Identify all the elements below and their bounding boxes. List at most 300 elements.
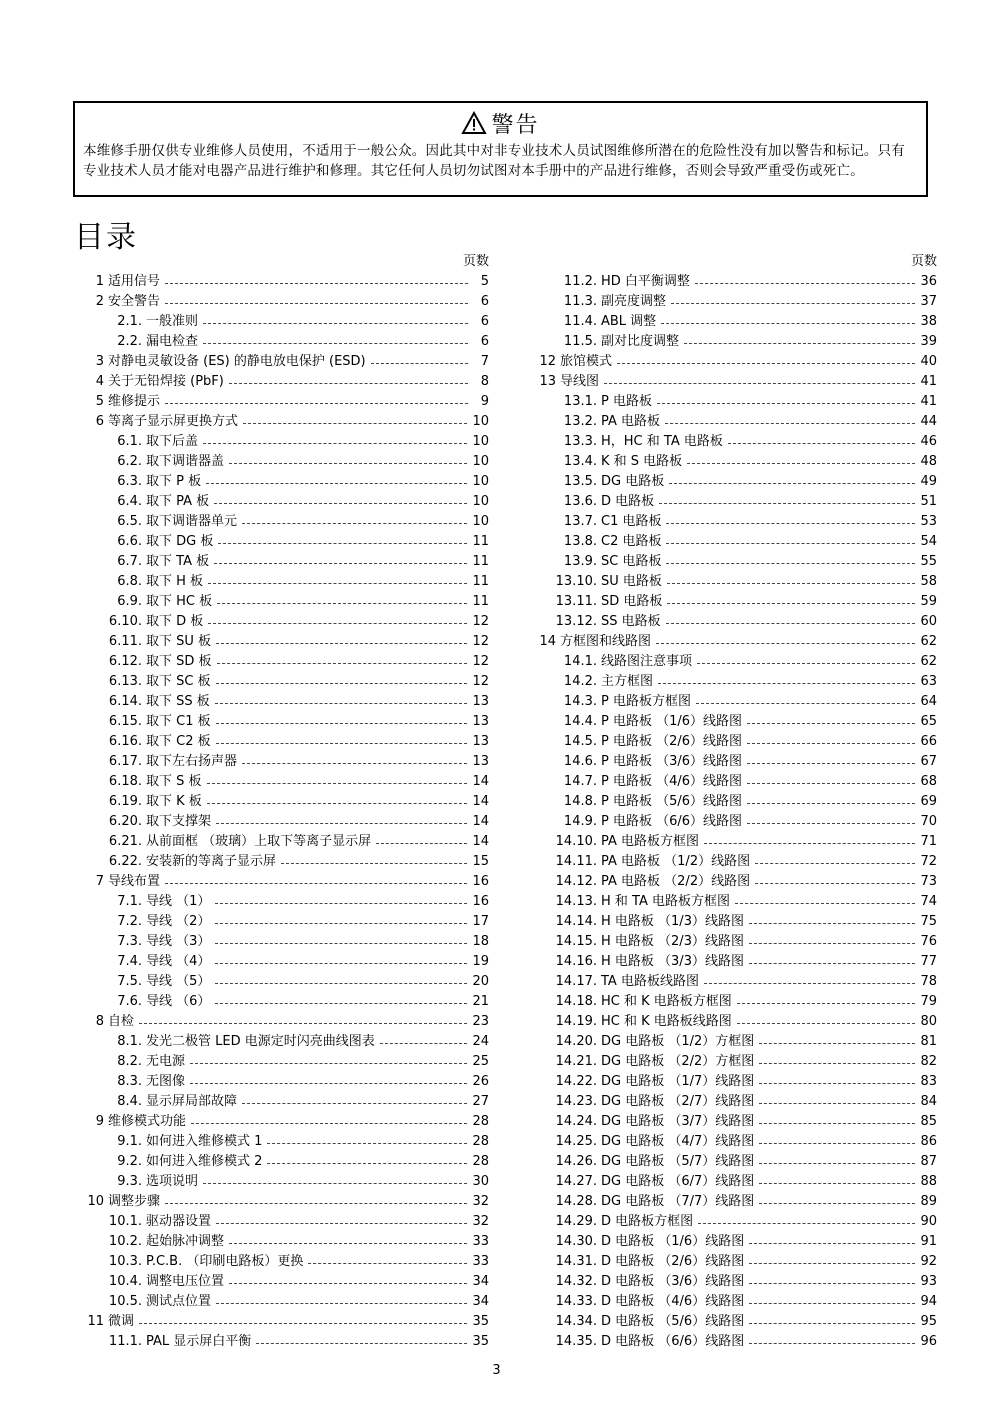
toc-entry-title: DG 电路板 （4/7）线路图 bbox=[601, 1134, 755, 1149]
toc-entry-number: 10.2. bbox=[108, 1234, 142, 1249]
toc-entry[interactable] bbox=[84, 1152, 489, 1172]
toc-entry-label bbox=[84, 832, 371, 852]
toc-entry-number: 13.5. bbox=[563, 474, 597, 489]
toc-entry[interactable] bbox=[84, 1032, 489, 1052]
toc-entry[interactable] bbox=[536, 892, 937, 912]
toc-entry-page: 35 bbox=[472, 1314, 489, 1329]
toc-entry-page: 70 bbox=[920, 814, 937, 829]
toc-entry-title: 取下 C2 板 bbox=[146, 734, 211, 749]
toc-entry-page: 33 bbox=[472, 1254, 489, 1269]
toc-entry[interactable] bbox=[536, 352, 937, 372]
toc-entry-page: 44 bbox=[920, 414, 937, 429]
toc-leader-line bbox=[203, 443, 467, 444]
toc-entry-number: 8.2. bbox=[117, 1054, 142, 1069]
toc-leader-line bbox=[216, 1303, 467, 1304]
toc-entry-number: 14.17. bbox=[555, 974, 597, 989]
toc-entry[interactable] bbox=[536, 1332, 937, 1352]
toc-entry-page: 76 bbox=[920, 934, 937, 949]
toc-entry-page: 92 bbox=[920, 1254, 937, 1269]
toc-entry-title: SD 电路板 bbox=[601, 594, 663, 609]
toc-entry-title: 发光二极管 LED 电源定时闪亮曲线图表 bbox=[146, 1034, 375, 1049]
toc-entry[interactable] bbox=[84, 1132, 489, 1152]
toc-entry-page: 12 bbox=[472, 674, 489, 689]
toc-entry-number: 7.2. bbox=[117, 914, 142, 929]
toc-entry[interactable] bbox=[84, 1292, 489, 1312]
toc-entry-label bbox=[536, 432, 723, 452]
toc-leader-line bbox=[215, 983, 467, 984]
toc-leader-line bbox=[215, 963, 467, 964]
toc-entry-number: 6.16. bbox=[108, 734, 142, 749]
toc-leader-line bbox=[190, 1083, 467, 1084]
toc-entry-page: 94 bbox=[920, 1294, 937, 1309]
toc-entry-page: 62 bbox=[920, 654, 937, 669]
toc-entry-page: 12 bbox=[472, 614, 489, 629]
toc-entry[interactable] bbox=[84, 832, 489, 852]
toc-entry-label bbox=[84, 1312, 134, 1332]
toc-leader-line bbox=[216, 723, 468, 724]
toc-entry-page: 74 bbox=[920, 894, 937, 909]
toc-leader-line bbox=[215, 903, 467, 904]
toc-entry-page: 49 bbox=[920, 474, 937, 489]
toc-entry-label bbox=[84, 332, 198, 352]
toc-entry-title: SU 电路板 bbox=[601, 574, 662, 589]
toc-entry-page: 95 bbox=[920, 1314, 937, 1329]
toc-entry-page: 60 bbox=[920, 614, 937, 629]
toc-entry-number: 14.6. bbox=[563, 754, 597, 769]
toc-entry-title: 安全警告 bbox=[108, 294, 161, 309]
toc-entry-number: 6.19. bbox=[108, 794, 142, 809]
toc-leader-line bbox=[747, 823, 915, 824]
toc-entry-title: DG 电路板 （5/7）线路图 bbox=[601, 1154, 755, 1169]
toc-entry-page: 9 bbox=[480, 394, 489, 409]
toc-entry[interactable] bbox=[84, 552, 489, 572]
toc-entry-page: 55 bbox=[920, 554, 937, 569]
toc-entry[interactable] bbox=[84, 612, 489, 632]
toc-entry[interactable] bbox=[84, 872, 489, 892]
toc-entry-page: 16 bbox=[472, 874, 489, 889]
toc-entry[interactable] bbox=[84, 732, 489, 752]
toc-entry-label bbox=[536, 412, 660, 432]
toc-entry-number: 6.5. bbox=[117, 514, 142, 529]
toc-entry-label bbox=[536, 492, 654, 512]
toc-entry-number: 13.4. bbox=[563, 454, 597, 469]
toc-entry[interactable] bbox=[84, 912, 489, 932]
toc-entry[interactable] bbox=[84, 532, 489, 552]
toc-entry-label bbox=[536, 452, 682, 472]
toc-entry-title: 如何进入维修模式 2 bbox=[146, 1154, 263, 1169]
toc-entry[interactable] bbox=[536, 592, 937, 612]
page-column-header: 页数 bbox=[462, 254, 489, 269]
toc-entry-number: 14.10. bbox=[555, 834, 597, 849]
toc-entry[interactable] bbox=[536, 952, 937, 972]
toc-entry[interactable] bbox=[536, 512, 937, 532]
toc-entry-number: 10.5. bbox=[108, 1294, 142, 1309]
toc-entry-number: 1 bbox=[95, 274, 104, 289]
toc-leader-line bbox=[214, 503, 467, 504]
toc-entry[interactable] bbox=[84, 1232, 489, 1252]
toc-entry[interactable] bbox=[84, 1252, 489, 1272]
toc-entry[interactable] bbox=[536, 492, 937, 512]
toc-entry[interactable] bbox=[84, 1052, 489, 1072]
toc-entry-title: D 电路板 （5/6）线路图 bbox=[601, 1314, 745, 1329]
toc-entry[interactable] bbox=[84, 772, 489, 792]
toc-entry-page: 82 bbox=[920, 1054, 937, 1069]
toc-entry[interactable] bbox=[84, 1192, 489, 1212]
toc-entry-page: 10 bbox=[472, 514, 489, 529]
toc-entry[interactable] bbox=[536, 1092, 937, 1112]
toc-entry[interactable] bbox=[84, 932, 489, 952]
toc-leader-line bbox=[698, 1223, 915, 1224]
toc-entry-page: 34 bbox=[472, 1274, 489, 1289]
toc-entry-page: 63 bbox=[920, 674, 937, 689]
toc-entry-number: 14.35. bbox=[555, 1334, 597, 1349]
toc-entry-label bbox=[84, 572, 203, 592]
toc-entry[interactable] bbox=[536, 1192, 937, 1212]
toc-entry[interactable] bbox=[536, 912, 937, 932]
toc-entry[interactable] bbox=[536, 792, 937, 812]
toc-entry-page: 66 bbox=[920, 734, 937, 749]
toc-entry-number: 11.1. bbox=[108, 1334, 142, 1349]
toc-entry[interactable] bbox=[84, 892, 489, 912]
toc-entry-label bbox=[536, 772, 742, 792]
toc-entry[interactable] bbox=[536, 852, 937, 872]
toc-entry-number: 14.31. bbox=[555, 1254, 597, 1269]
toc-entry[interactable] bbox=[84, 332, 489, 352]
toc-entry-title: D 电路板 （4/6）线路图 bbox=[601, 1294, 745, 1309]
toc-entry[interactable] bbox=[536, 772, 937, 792]
toc-entry-label bbox=[84, 1032, 375, 1052]
toc-entry-number: 6.1. bbox=[117, 434, 142, 449]
toc-leader-line bbox=[747, 803, 915, 804]
toc-entry[interactable] bbox=[84, 1212, 489, 1232]
toc-leader-line bbox=[661, 323, 915, 324]
toc-entry[interactable] bbox=[84, 272, 489, 292]
toc-entry[interactable] bbox=[536, 652, 937, 672]
toc-leader-line bbox=[749, 963, 915, 964]
toc-entry[interactable] bbox=[536, 1312, 937, 1332]
toc-entry-label bbox=[84, 992, 210, 1012]
toc-leader-line bbox=[165, 283, 468, 284]
toc-entry[interactable] bbox=[536, 1232, 937, 1252]
toc-entry-number: 14.4. bbox=[563, 714, 597, 729]
toc-entry-number: 6.21. bbox=[108, 834, 142, 849]
toc-entry[interactable] bbox=[84, 372, 489, 392]
toc-entry[interactable] bbox=[536, 1032, 937, 1052]
toc-entry-number: 8.1. bbox=[117, 1034, 142, 1049]
toc-leader-line bbox=[737, 1023, 916, 1024]
toc-entry[interactable] bbox=[536, 1112, 937, 1132]
toc-leader-line bbox=[217, 603, 467, 604]
toc-entry-label bbox=[84, 1172, 198, 1192]
toc-entry-page: 14 bbox=[472, 774, 489, 789]
toc-entry[interactable] bbox=[84, 292, 489, 312]
toc-entry[interactable] bbox=[84, 792, 489, 812]
toc-entry[interactable] bbox=[84, 972, 489, 992]
toc-entry-page: 11 bbox=[472, 554, 489, 569]
toc-entry[interactable] bbox=[536, 1292, 937, 1312]
toc-entry[interactable] bbox=[536, 392, 937, 412]
toc-entry-label bbox=[84, 892, 210, 912]
toc-entry[interactable] bbox=[84, 1272, 489, 1292]
toc-entry-label bbox=[84, 312, 198, 332]
toc-entry[interactable] bbox=[536, 272, 937, 292]
toc-entry[interactable] bbox=[536, 472, 937, 492]
toc-entry[interactable] bbox=[84, 472, 489, 492]
toc-leader-line bbox=[203, 323, 468, 324]
toc-leader-line bbox=[165, 883, 467, 884]
toc-entry[interactable] bbox=[536, 532, 937, 552]
toc-entry-title: 如何进入维修模式 1 bbox=[146, 1134, 263, 1149]
toc-entry-number: 2.2. bbox=[117, 334, 142, 349]
toc-entry-title: 取下 P 板 bbox=[146, 474, 202, 489]
toc-entry[interactable] bbox=[84, 392, 489, 412]
toc-entry-number: 6.20. bbox=[108, 814, 142, 829]
toc-entry-label bbox=[536, 1012, 732, 1032]
toc-entry-page: 18 bbox=[472, 934, 489, 949]
toc-entry[interactable] bbox=[536, 292, 937, 312]
toc-entry-page: 13 bbox=[472, 714, 489, 729]
toc-entry[interactable] bbox=[536, 752, 937, 772]
toc-entry[interactable] bbox=[84, 432, 489, 452]
toc-entry[interactable] bbox=[536, 332, 937, 352]
toc-entry[interactable] bbox=[84, 1332, 489, 1352]
toc-entry-label bbox=[536, 932, 744, 952]
toc-entry[interactable] bbox=[536, 432, 937, 452]
toc-leader-line bbox=[207, 783, 468, 784]
toc-entry-label bbox=[536, 672, 653, 692]
toc-entry-page: 11 bbox=[472, 574, 489, 589]
toc-leader-line bbox=[216, 643, 467, 644]
toc-entry[interactable] bbox=[536, 312, 937, 332]
toc-entry-label bbox=[84, 1132, 262, 1152]
toc-entry-title: D 电路板 （6/6）线路图 bbox=[601, 1334, 745, 1349]
toc-leader-line bbox=[256, 1343, 467, 1344]
toc-entry[interactable] bbox=[84, 352, 489, 372]
toc-entry-label bbox=[536, 352, 612, 372]
toc-leader-line bbox=[215, 1003, 467, 1004]
toc-entry-number: 6.18. bbox=[108, 774, 142, 789]
toc-entry[interactable] bbox=[536, 812, 937, 832]
toc-leader-line bbox=[206, 483, 467, 484]
toc-entry[interactable] bbox=[536, 1052, 937, 1072]
toc-entry[interactable] bbox=[536, 632, 937, 652]
toc-entry-title: 导线 （2） bbox=[146, 914, 211, 929]
toc-entry-number: 6.12. bbox=[108, 654, 142, 669]
toc-entry[interactable] bbox=[536, 372, 937, 392]
toc-entry-title: H 和 TA 电路板方框图 bbox=[601, 894, 730, 909]
toc-entry[interactable] bbox=[536, 1152, 937, 1172]
toc-leader-line bbox=[216, 743, 468, 744]
toc-leader-line bbox=[737, 1003, 916, 1004]
toc-entry[interactable] bbox=[536, 992, 937, 1012]
toc-entry[interactable] bbox=[84, 1012, 489, 1032]
toc-entry-number: 14.12. bbox=[555, 874, 597, 889]
toc-entry-title: 无图像 bbox=[146, 1074, 186, 1089]
toc-entry-page: 17 bbox=[472, 914, 489, 929]
toc-entry-number: 6.4. bbox=[117, 494, 142, 509]
toc-entry-label bbox=[84, 1192, 160, 1212]
toc-entry[interactable] bbox=[536, 1132, 937, 1152]
toc-entry-label bbox=[536, 712, 742, 732]
toc-leader-line bbox=[696, 703, 915, 704]
toc-entry[interactable] bbox=[536, 1172, 937, 1192]
toc-entry-page: 19 bbox=[472, 954, 489, 969]
toc-entry-title: 取下 D 板 bbox=[146, 614, 204, 629]
toc-leader-line bbox=[665, 423, 915, 424]
toc-leader-line bbox=[759, 1123, 915, 1124]
toc-entry[interactable] bbox=[536, 732, 937, 752]
toc-entry-page: 11 bbox=[472, 594, 489, 609]
toc-entry-number: 7.6. bbox=[117, 994, 142, 1009]
toc-leader-line bbox=[759, 1163, 915, 1164]
toc-entry[interactable] bbox=[536, 612, 937, 632]
toc-leader-line bbox=[759, 1143, 915, 1144]
toc-entry-number: 14.33. bbox=[555, 1294, 597, 1309]
toc-entry-number: 6.17. bbox=[108, 754, 142, 769]
toc-entry-page: 20 bbox=[472, 974, 489, 989]
toc-entry[interactable] bbox=[84, 952, 489, 972]
toc-entry[interactable] bbox=[536, 412, 937, 432]
toc-entry-number: 6.6. bbox=[117, 534, 142, 549]
toc-entry-number: 9.2. bbox=[117, 1154, 142, 1169]
toc-entry[interactable] bbox=[536, 1012, 937, 1032]
toc-entry-page: 34 bbox=[472, 1294, 489, 1309]
toc-entry[interactable] bbox=[84, 1112, 489, 1132]
toc-entry-page: 40 bbox=[920, 354, 937, 369]
toc-entry[interactable] bbox=[84, 692, 489, 712]
toc-entry-label bbox=[84, 692, 210, 712]
toc-entry-number: 5 bbox=[95, 394, 104, 409]
toc-entry-number: 14.20. bbox=[555, 1034, 597, 1049]
toc-leader-line bbox=[749, 1303, 915, 1304]
toc-leader-line bbox=[380, 1043, 468, 1044]
toc-entry-page: 59 bbox=[920, 594, 937, 609]
toc-entry[interactable] bbox=[536, 452, 937, 472]
toc-entry[interactable] bbox=[84, 592, 489, 612]
toc-entry-label bbox=[536, 632, 651, 652]
toc-entry[interactable] bbox=[84, 992, 489, 1012]
toc-entry[interactable] bbox=[84, 852, 489, 872]
toc-column-right bbox=[536, 252, 937, 1352]
toc-entry[interactable] bbox=[536, 872, 937, 892]
toc-entry[interactable] bbox=[536, 1252, 937, 1272]
toc-entry[interactable] bbox=[536, 932, 937, 952]
toc-entry-number: 8.4. bbox=[117, 1094, 142, 1109]
toc-entry-number: 13.12. bbox=[555, 614, 597, 629]
toc-entry-number: 14.34. bbox=[555, 1314, 597, 1329]
toc-entry[interactable] bbox=[84, 752, 489, 772]
toc-entry[interactable] bbox=[84, 672, 489, 692]
toc-entry[interactable] bbox=[536, 1212, 937, 1232]
toc-leader-line bbox=[666, 563, 915, 564]
toc-entry-page: 12 bbox=[472, 654, 489, 669]
toc-leader-line bbox=[657, 403, 915, 404]
toc-entry-page: 11 bbox=[472, 534, 489, 549]
toc-entry[interactable] bbox=[536, 572, 937, 592]
toc-entry-number: 13.3. bbox=[563, 434, 597, 449]
toc-entry-label bbox=[84, 812, 211, 832]
toc-entry[interactable] bbox=[84, 712, 489, 732]
toc-entry[interactable] bbox=[84, 572, 489, 592]
toc-entry-label bbox=[536, 1332, 744, 1352]
toc-entry-title: 导线布置 bbox=[108, 874, 161, 889]
toc-entry-label bbox=[536, 892, 730, 912]
toc-entry[interactable] bbox=[536, 552, 937, 572]
toc-leader-line bbox=[191, 1123, 467, 1124]
toc-entry-label bbox=[536, 472, 664, 492]
toc-entry[interactable] bbox=[84, 1092, 489, 1112]
toc-entry-number: 14.30. bbox=[555, 1234, 597, 1249]
toc-entry[interactable] bbox=[536, 672, 937, 692]
toc-entry-page: 41 bbox=[920, 394, 937, 409]
toc-entry[interactable] bbox=[84, 512, 489, 532]
toc-entry-title: H，HC 和 TA 电路板 bbox=[601, 434, 723, 449]
toc-leader-line bbox=[217, 663, 468, 664]
toc-entry-page: 6 bbox=[480, 294, 489, 309]
toc-entry[interactable] bbox=[536, 972, 937, 992]
toc-entry-label bbox=[84, 672, 211, 692]
toc-entry[interactable] bbox=[536, 832, 937, 852]
toc-entry-number: 11 bbox=[87, 1314, 104, 1329]
toc-entry[interactable] bbox=[84, 632, 489, 652]
toc-entry[interactable] bbox=[536, 712, 937, 732]
toc-entry-page: 85 bbox=[920, 1114, 937, 1129]
toc-entry-page: 30 bbox=[472, 1174, 489, 1189]
toc-entry[interactable] bbox=[536, 692, 937, 712]
toc-entry[interactable] bbox=[84, 1312, 489, 1332]
toc-entry[interactable] bbox=[84, 452, 489, 472]
toc-entry-label bbox=[536, 592, 662, 612]
toc-entry-number: 7.4. bbox=[117, 954, 142, 969]
toc-entry[interactable] bbox=[84, 1072, 489, 1092]
toc-entry-number: 7.3. bbox=[117, 934, 142, 949]
toc-entry-label bbox=[536, 872, 750, 892]
toc-entry-page: 6 bbox=[480, 334, 489, 349]
toc-entry-number: 2.1. bbox=[117, 314, 142, 329]
toc-entry-title: 取下 PA 板 bbox=[146, 494, 210, 509]
toc-leader-line bbox=[755, 883, 915, 884]
toc-entry-title: DG 电路板 （1/7）线路图 bbox=[601, 1074, 755, 1089]
toc-entry-label bbox=[536, 552, 661, 572]
toc-entry-label bbox=[84, 732, 211, 752]
toc-entry-page: 15 bbox=[472, 854, 489, 869]
toc-entry[interactable] bbox=[84, 652, 489, 672]
toc-entry[interactable] bbox=[84, 492, 489, 512]
toc-entry-title: 从前面框 （玻璃）上取下等离子显示屏 bbox=[146, 834, 372, 849]
toc-entry-number: 13.6. bbox=[563, 494, 597, 509]
toc-entry[interactable] bbox=[84, 812, 489, 832]
toc-entry[interactable] bbox=[536, 1072, 937, 1092]
toc-entry[interactable] bbox=[84, 1172, 489, 1192]
toc-entry-label bbox=[84, 1092, 237, 1112]
toc-entry-page: 27 bbox=[472, 1094, 489, 1109]
toc-entry-page: 89 bbox=[920, 1194, 937, 1209]
toc-entry[interactable] bbox=[536, 1272, 937, 1292]
toc-entry[interactable] bbox=[84, 412, 489, 432]
toc-entry-page: 10 bbox=[472, 434, 489, 449]
toc-leader-line bbox=[604, 383, 915, 384]
toc-leader-line bbox=[759, 1183, 915, 1184]
toc-leader-line bbox=[759, 1063, 915, 1064]
toc-list-right bbox=[536, 272, 937, 1352]
toc-entry-number: 9.3. bbox=[117, 1174, 142, 1189]
toc-leader-line bbox=[215, 703, 468, 704]
toc-entry-label bbox=[84, 1232, 224, 1252]
toc-entry-label bbox=[84, 1012, 134, 1032]
toc-entry[interactable] bbox=[84, 312, 489, 332]
toc-leader-line bbox=[229, 383, 468, 384]
toc-entry-title: 导线 （1） bbox=[146, 894, 211, 909]
